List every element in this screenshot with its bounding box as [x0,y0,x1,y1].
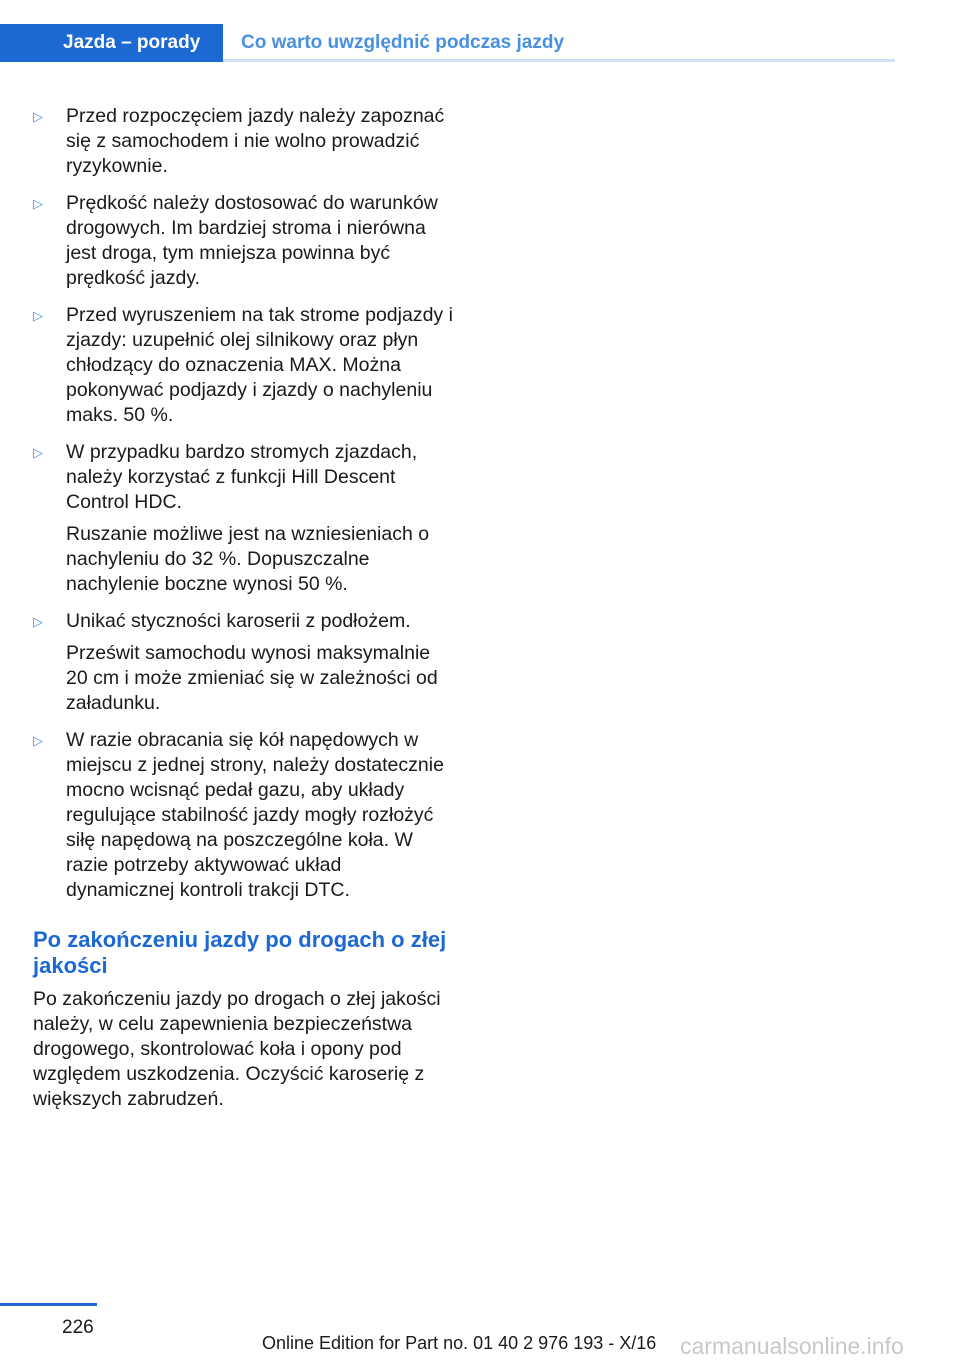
page-number: 226 [62,1317,94,1338]
edition-info: Online Edition for Part no. 01 40 2 976 193 - X/16 [262,1333,657,1353]
bullet-text: W razie obracania się kół napędowych w miejscu z jednej strony, należy dostatecznie mocno wcisnąć pedał gazu, aby układy regulujące stabilność jazdy mogły rozłożyć siłę napędową na poszczególne koła. W razie potrzeby aktywować układ dynamicznej kontroli trakcji DTC. [66,729,444,901]
watermark: carmanualsonline.info [680,1333,904,1359]
section-title[interactable]: Co warto uwzględnić podczas jazdy [241,32,565,53]
header-divider [223,59,895,62]
page-content [33,104,453,1112]
triangle-right-icon: ▷ [33,733,43,748]
chapter-tab[interactable]: Jazda – porady [0,24,223,62]
bullet-subtext: Prześwit samochodu wynosi maksymalnie 20 cm i może zmieniać się w zależności od załadunku. [66,642,438,714]
triangle-right-icon: ▷ [33,196,43,211]
list-item [33,104,453,179]
bullet-text: Unikać styczności karoserii z podłożem. [66,610,411,632]
page-header [0,0,960,62]
list-item [33,609,453,716]
bullet-text: Przed wyruszeniem na tak strome podjazdy i zjazdy: uzupełnić olej silnikowy oraz płyn chłodzący do oznaczenia MAX. Można pokonywać podjazdy i zjazdy o nachyleniu maks. 50 %. [66,304,453,426]
section-paragraph: Po zakończeniu jazdy po drogach o złej jakości należy, w celu zapewnienia bezpieczeństwa drogowego, skontrolować koła i opony pod względem uszkodzenia. Oczyścić karoserię z większych zabrudzeń. [33,988,441,1110]
list-item [33,440,453,597]
bullet-text: Prędkość należy dostosować do warunków drogowych. Im bardziej stroma i nierówna jest droga, tym mniejsza powinna być prędkość jazdy. [66,192,438,289]
section-heading: Po zakończeniu jazdy po drogach o złej jakości [33,927,447,978]
triangle-right-icon: ▷ [33,614,43,629]
list-item [33,303,453,428]
triangle-right-icon: ▷ [33,445,43,460]
triangle-right-icon: ▷ [33,109,43,124]
list-item [33,191,453,291]
bullet-text: Przed rozpoczęciem jazdy należy zapoznać się z samochodem i nie wolno prowadzić ryzykownie. [66,105,445,177]
triangle-right-icon: ▷ [33,308,43,323]
list-item [33,728,453,903]
bullet-text: W przypadku bardzo stromych zjazdach, należy korzystać z funkcji Hill Descent Control HDC. [66,441,418,513]
bullet-list [33,104,453,903]
bullet-subtext: Ruszanie możliwe jest na wzniesieniach o nachyleniu do 32 %. Dopuszczalne nachylenie boczne wynosi 50 %. [66,523,430,595]
footer-divider [0,1303,97,1306]
